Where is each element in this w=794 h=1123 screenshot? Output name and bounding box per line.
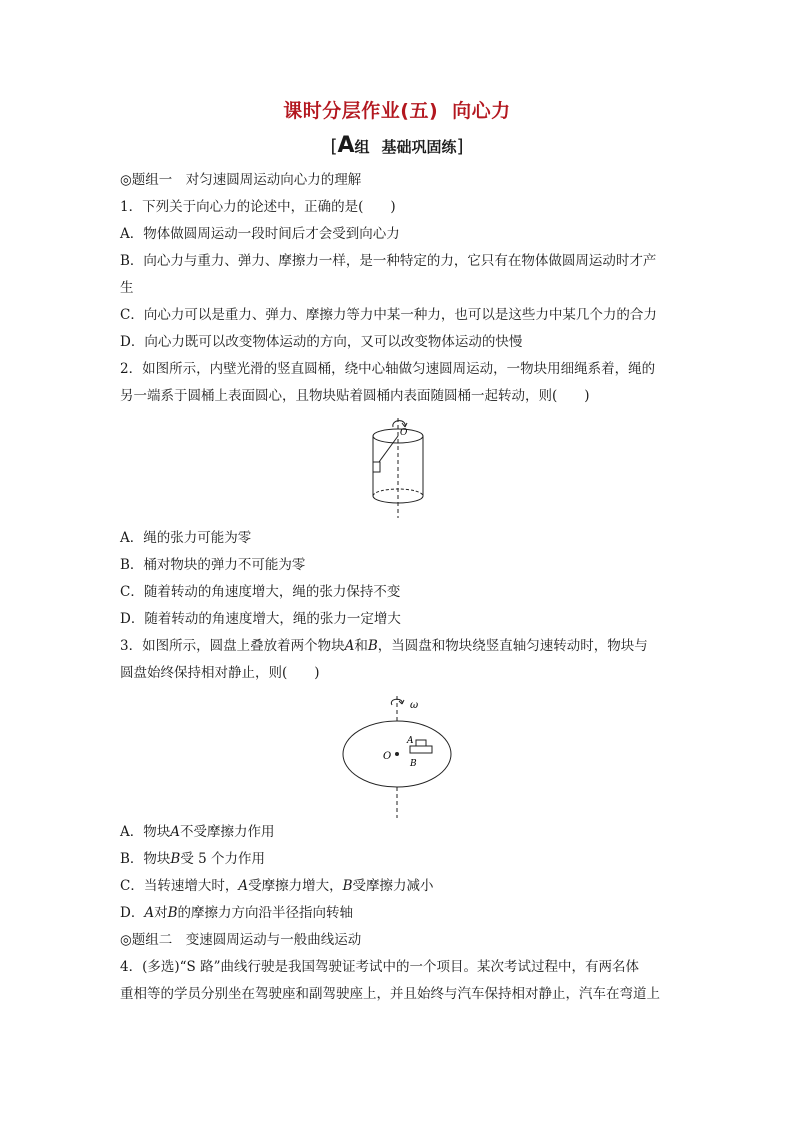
q1-stem: 1．下列关于向心力的论述中，正确的是( ) [120, 199, 396, 215]
group-bracket-left: [ [330, 136, 338, 157]
q3-label-b: B [410, 759, 417, 769]
q3-var-b: B [367, 638, 378, 654]
group-name: 基础巩固练 [381, 138, 457, 156]
q3-option-c [120, 877, 434, 895]
q3-option-a-post: 不受摩擦力作用 [180, 824, 275, 840]
q3-stem-part3: ，当圆盘和物块绕竖直轴匀速转动时，物块与 [377, 638, 648, 654]
q3-option-d-pre: D． [120, 905, 145, 921]
q3-stem-line1 [120, 637, 648, 655]
q3-stem-line2: 圆盘始终保持相对静止，则( ) [120, 665, 320, 681]
q3-option-c-var-a: A [238, 878, 249, 894]
q3-label-o: O [383, 751, 392, 762]
group-letter: A [337, 133, 355, 158]
q3-option-b-var: B [170, 851, 181, 867]
q3-option-d [120, 904, 353, 922]
q3-var-a: A [344, 638, 355, 654]
q3-label-omega: ω [410, 700, 419, 711]
q3-option-c-mid2: 受摩擦力减小 [352, 878, 434, 894]
q3-center-dot [395, 752, 399, 756]
group-word: 组 [354, 138, 370, 156]
q1-option-d: D．向心力既可以改变物体运动的方向，又可以改变物体运动的快慢 [120, 334, 523, 350]
q2-cylinder-figure [355, 414, 445, 520]
q2-option-b: B．桶对物块的弹力不可能为零 [120, 557, 306, 573]
q1-option-a: A．物体做圆周运动一段时间后才会受到向心力 [120, 226, 400, 242]
q1-option-c: C．向心力可以是重力、弹力、摩擦力等力中某一种力，也可以是这些力中某几个力的合力 [120, 307, 657, 323]
q3-option-a [120, 823, 275, 841]
q2-label-o: O [400, 428, 408, 438]
title-topic: 向心力 [452, 100, 511, 122]
q2-stem-line2: 另一端系于圆桶上表面圆心，且物块贴着圆桶内表面随圆桶一起转动，则( ) [120, 388, 590, 404]
q3-option-d-var-b: B [167, 905, 178, 921]
q3-option-d-var-a: A [144, 905, 155, 921]
q3-option-d-mid: 对 [154, 905, 168, 921]
title-main: 课时分层作业(五) [283, 100, 439, 122]
q3-option-c-pre: C．当转速增大时， [120, 878, 239, 894]
q3-stem-part1: 3．如图所示，圆盘上叠放着两个物块 [120, 638, 345, 654]
q3-stem-part2: 和 [354, 638, 368, 654]
q2-rope [379, 436, 398, 462]
q2-stem-line1: 2．如图所示，内壁光滑的竖直圆桶，绕中心轴做匀速圆周运动，一物块用细绳系着，绳的 [120, 361, 656, 377]
page-title [0, 96, 794, 123]
q3-option-c-var-b: B [342, 878, 353, 894]
q2-option-a: A．绳的张力可能为零 [120, 530, 252, 546]
group-bracket-right: ] [456, 136, 464, 157]
section-1-label: ◎题组一 对匀速圆周运动向心力的理解 [120, 172, 362, 188]
q2-option-d: D．随着转动的角速度增大，绳的张力一定增大 [120, 611, 401, 627]
q3-option-b [120, 850, 265, 868]
q3-disk-figure [340, 692, 460, 820]
q2-rotation-arrow [393, 421, 405, 427]
q1-option-b-line2: 生 [120, 280, 134, 296]
q1-option-b-line1: B．向心力与重力、弹力、摩擦力一样，是一种特定的力，它只有在物体做圆周运动时才产 [120, 253, 657, 269]
q2-option-c: C．随着转动的角速度增大，绳的张力保持不变 [120, 584, 401, 600]
q3-block-a [416, 740, 426, 746]
q3-option-c-mid1: 受摩擦力增大， [248, 878, 343, 894]
q4-stem-line2: 重相等的学员分别坐在驾驶座和副驾驶座上，并且始终与汽车保持相对静止，汽车在弯道上 [120, 986, 660, 1002]
q2-block [373, 462, 380, 472]
q3-block-b [410, 746, 432, 753]
q3-option-b-post: 受 5 个力作用 [180, 851, 266, 867]
q4-stem-line1: 4．(多选)“S 路”曲线行驶是我国驾驶证考试中的一个项目。某次考试过程中，有两名体 [120, 959, 639, 975]
q3-option-b-pre: B．物块 [120, 851, 171, 867]
q3-option-a-pre: A．物块 [120, 824, 171, 840]
group-header [0, 133, 794, 158]
q3-option-a-var: A [170, 824, 180, 840]
q3-option-d-post: 的摩擦力方向沿半径指向转轴 [177, 905, 353, 921]
section-2-label: ◎题组二 变速圆周运动与一般曲线运动 [120, 932, 362, 948]
q3-label-a: A [407, 736, 414, 746]
